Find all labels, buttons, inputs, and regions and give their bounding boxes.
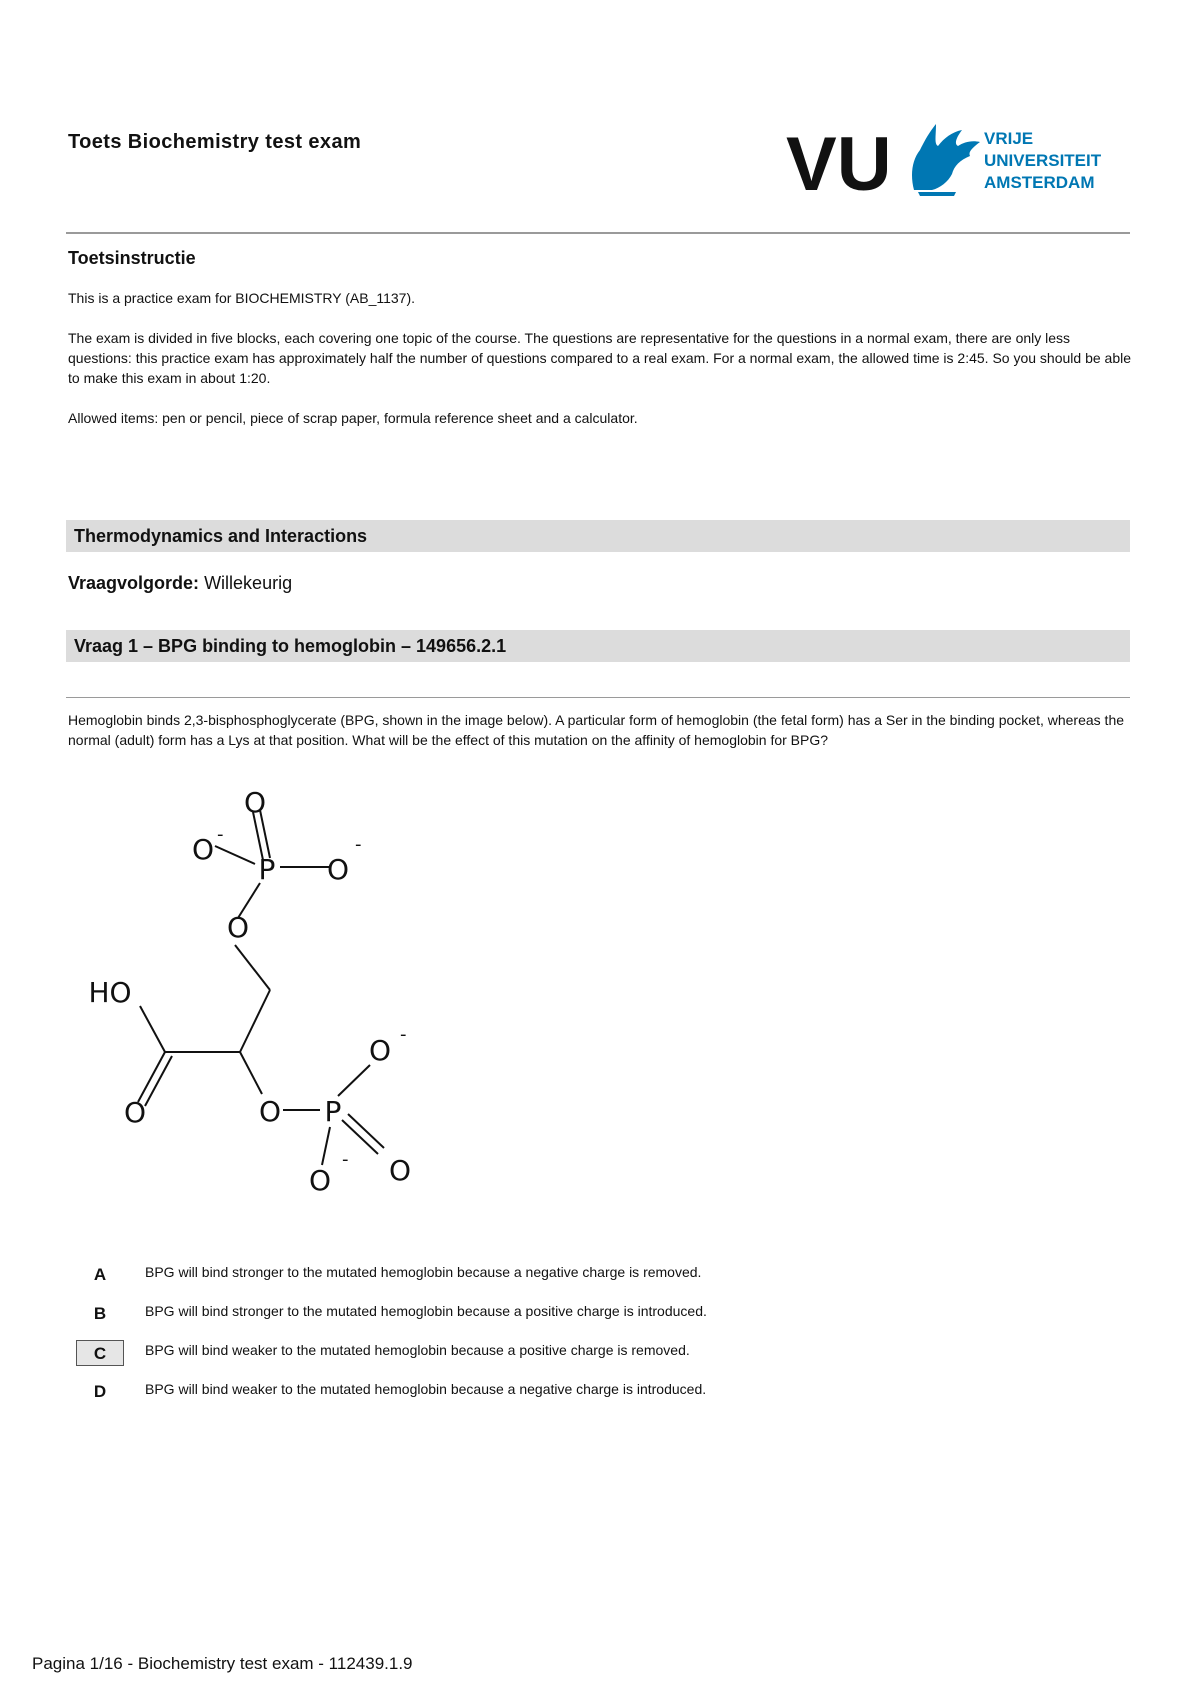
option-b-letter[interactable]: B: [93, 1304, 107, 1323]
option-c-text[interactable]: BPG will bind weaker to the mutated hemoglobin because a positive charge is removed.: [145, 1342, 690, 1358]
charge-4: -: [342, 1149, 349, 1170]
instructions-paragraph-2: The exam is divided in five blocks, each covering one topic of the course. The questions are representative for the questions in a normal exam, there are only less questions: this practice exam has approximately half the number of questions compared to a real exam. For a normal exam, the allowed time is 2:45. So you should be able to make this exam in about 1:20.: [68, 330, 1132, 386]
option-a-letter[interactable]: A: [93, 1265, 107, 1284]
atom-o-6: O: [258, 1095, 282, 1128]
charge-3: -: [400, 1024, 407, 1045]
bpg-atoms: [88, 786, 411, 1197]
atom-o-2: O: [191, 833, 215, 866]
header-divider: [66, 232, 1130, 234]
atom-p-1: P: [258, 853, 276, 886]
vu-logo-line-2: UNIVERSITEIT: [984, 151, 1102, 170]
instructions-heading: Toetsinstructie: [68, 248, 196, 268]
question-divider: [66, 697, 1130, 698]
question-order-label: Vraagvolgorde:: [68, 573, 200, 593]
atom-o-8: O: [388, 1154, 412, 1187]
block-title: Thermodynamics and Interactions: [66, 520, 1130, 552]
option-d-letter[interactable]: D: [93, 1382, 107, 1401]
charge-2: -: [355, 834, 362, 855]
question-title: Vraag 1 – BPG binding to hemoglobin – 149656.2.1: [66, 630, 1130, 662]
instructions-paragraph-1: This is a practice exam for BIOCHEMISTRY (AB_1137).: [68, 290, 416, 306]
atom-o-3: O: [326, 853, 350, 886]
atom-o-4: O: [226, 911, 250, 944]
option-c-letter-selected[interactable]: C: [76, 1340, 124, 1366]
atom-p-2: P: [324, 1095, 342, 1128]
atom-o-5: O: [123, 1096, 147, 1129]
atom-o-7: O: [368, 1034, 392, 1067]
atom-ho: HO: [88, 976, 132, 1009]
vu-logo-line-3: AMSTERDAM: [984, 173, 1095, 192]
question-order: [68, 573, 292, 594]
instructions-paragraph-3: Allowed items: pen or pencil, piece of scrap paper, formula reference sheet and a calculator.: [68, 410, 638, 426]
page-footer: Pagina 1/16 - Biochemistry test exam - 112439.1.9: [32, 1654, 413, 1673]
atom-o-1: O: [243, 786, 267, 819]
option-b-text[interactable]: BPG will bind stronger to the mutated hemoglobin because a positive charge is introduced.: [145, 1303, 707, 1319]
atom-o-9: O: [308, 1164, 332, 1197]
bpg-structure-diagram: [80, 780, 440, 1220]
vu-logo: [786, 120, 1116, 200]
vu-logo-line-1: VRIJE: [984, 129, 1034, 148]
exam-title: Toets Biochemistry test exam: [68, 131, 362, 153]
charge-1: -: [217, 824, 224, 845]
bpg-charges: [217, 824, 407, 1170]
question-text: Hemoglobin binds 2,3-bisphosphoglycerate (BPG, shown in the image below). A particular form of hemoglobin (the fetal form) has a Ser in the binding pocket, whereas the normal (adult) form has a Lys at that position. What will be the effect of this mutation on the affinity of hemoglobin for BPG?: [68, 712, 1125, 748]
option-a-text[interactable]: BPG will bind stronger to the mutated hemoglobin because a negative charge is removed.: [145, 1264, 702, 1280]
griffin-icon: [912, 124, 980, 196]
option-d-text[interactable]: BPG will bind weaker to the mutated hemoglobin because a negative charge is introduced.: [145, 1381, 707, 1397]
question-order-value: Willekeurig: [204, 573, 293, 593]
vu-logo-mark: VU: [786, 122, 892, 200]
